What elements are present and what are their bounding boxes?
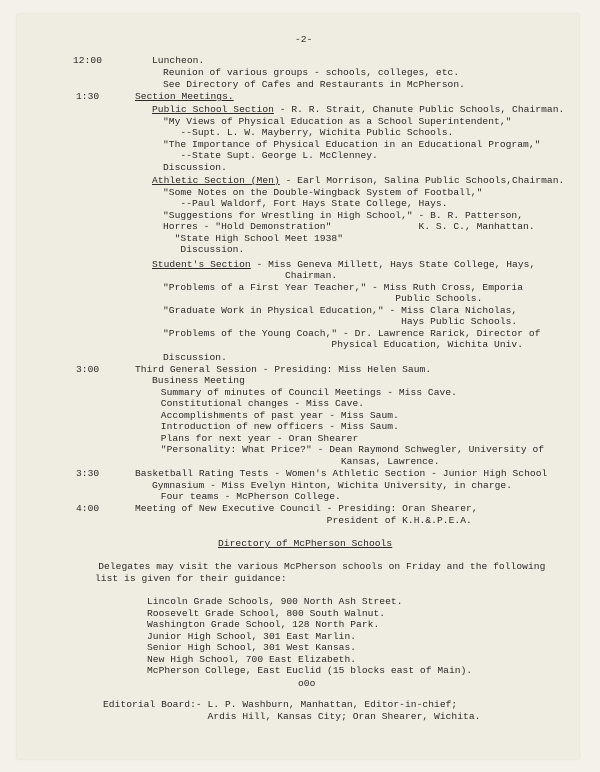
time-330: 3:30 (76, 468, 100, 479)
executive-title: Meeting of New Executive Council - Presiding: Oran Shearer, (135, 503, 478, 514)
directory-heading: Directory of McPherson Schools (218, 538, 393, 549)
section-line: Horres - "Hold Demonstration" K. S. C., Manhattan. (163, 221, 535, 232)
basketball-line: Four teams - McPherson College. (155, 491, 341, 502)
section-line: --Paul Waldorf, Fort Hays State College, Hays. (163, 198, 448, 209)
section-line: Chairman. (163, 270, 338, 281)
time-130: 1:30 (76, 91, 100, 102)
basketball-title: Basketball Rating Tests - Women's Athletic Section - Junior High School (135, 468, 548, 479)
editorial-board: Ardis Hill, Kansas City; Oran Shearer, Wichita. (103, 711, 481, 722)
schedule-line: Luncheon. (152, 55, 205, 66)
section-line: "Problems of the Young Coach," - Dr. Lawrence Rarick, Director of (163, 328, 541, 339)
school-item: Roosevelt Grade School, 800 South Walnut. (147, 608, 386, 619)
time-1200: 12:00 (73, 55, 103, 66)
section-line: Hays Public Schools. (163, 316, 518, 327)
school-item: Washington Grade School, 128 North Park. (147, 619, 380, 630)
time-300: 3:00 (76, 364, 100, 375)
section-line: "State High School Meet 1938" (163, 233, 344, 244)
school-item: New High School, 700 East Elizabeth. (147, 654, 357, 665)
executive-line: President of K.H.&.P.E.A. (135, 515, 472, 526)
students-section-heading: Student's Section - Miss Geneva Millett, Hays State College, Hays, (152, 259, 536, 270)
session-line: Summary of minutes of Council Meetings - Miss Cave. (155, 387, 457, 398)
section-line: "The Importance of Physical Education in an Educational Program," (163, 139, 541, 150)
schedule-line: See Directory of Cafes and Restaurants in McPherson. (163, 79, 465, 90)
session-line: Accomplishments of past year - Miss Saum. (155, 410, 399, 421)
section-line: Public Schools. (163, 293, 483, 304)
section-meetings-heading: Section Meetings. (135, 91, 234, 102)
session-line: Kansas, Lawrence. (155, 456, 440, 467)
session-line: "Personality: What Price?" - Dean Raymond Schwegler, University of (155, 444, 545, 455)
directory-intro: Delegates may visit the various McPherson schools on Friday and the following (75, 561, 546, 572)
session-line: Constitutional changes - Miss Cave. (155, 398, 365, 409)
editorial-board: Editorial Board:- L. P. Washburn, Manhattan, Editor-in-chief; (103, 699, 458, 710)
school-item: Junior High School, 301 East Marlin. (147, 631, 357, 642)
third-session-title: Third General Session - Presiding: Miss Helen Saum. (135, 364, 432, 375)
section-line: Discussion. (163, 244, 245, 255)
time-400: 4:00 (76, 503, 100, 514)
document-page (17, 14, 579, 759)
athletic-section-heading: Athletic Section (Men) - Earl Morrison, Salina Public Schools,Chairman. (152, 175, 565, 186)
section-line: "Graduate Work in Physical Education," - Miss Clara Nicholas, (163, 305, 518, 316)
ornament: o0o (298, 678, 316, 689)
public-school-section-heading: Public School Section - R. R. Strait, Chanute Public Schools, Chairman. (152, 104, 565, 115)
section-line: "Some Notes on the Double-Wingback System of Football," (163, 187, 483, 198)
section-line: Discussion. (163, 352, 227, 363)
section-line: "Suggestions for Wrestling in High School," - B. R. Patterson, (163, 210, 524, 221)
session-line: Plans for next year - Oran Shearer (155, 433, 359, 444)
directory-intro: list is given for their guidance: (95, 573, 287, 584)
schedule-line: Reunion of various groups - schools, colleges, etc. (163, 67, 460, 78)
page-number: -2- (295, 34, 313, 45)
section-line: Discussion. (163, 162, 227, 173)
session-line: Business Meeting (152, 375, 245, 386)
session-line: Introduction of new officers - Miss Saum. (155, 421, 399, 432)
basketball-line: Gymnasium - Miss Evelyn Hinton, Wichita University, in charge. (152, 480, 513, 491)
section-line: --Supt. L. W. Mayberry, Wichita Public Schools. (163, 127, 454, 138)
section-line: "Problems of a First Year Teacher," - Miss Ruth Cross, Emporia (163, 282, 524, 293)
school-item: Senior High School, 301 West Kansas. (147, 642, 357, 653)
school-item: Lincoln Grade Schools, 900 North Ash Street. (147, 596, 403, 607)
section-line: --State Supt. George L. McClenney. (163, 150, 378, 161)
section-line: "My Views of Physical Education as a School Superintendent," (163, 116, 512, 127)
section-line: Physical Education, Wichita Univ. (163, 339, 524, 350)
school-item: McPherson College, East Euclid (15 blocks east of Main). (147, 665, 473, 676)
